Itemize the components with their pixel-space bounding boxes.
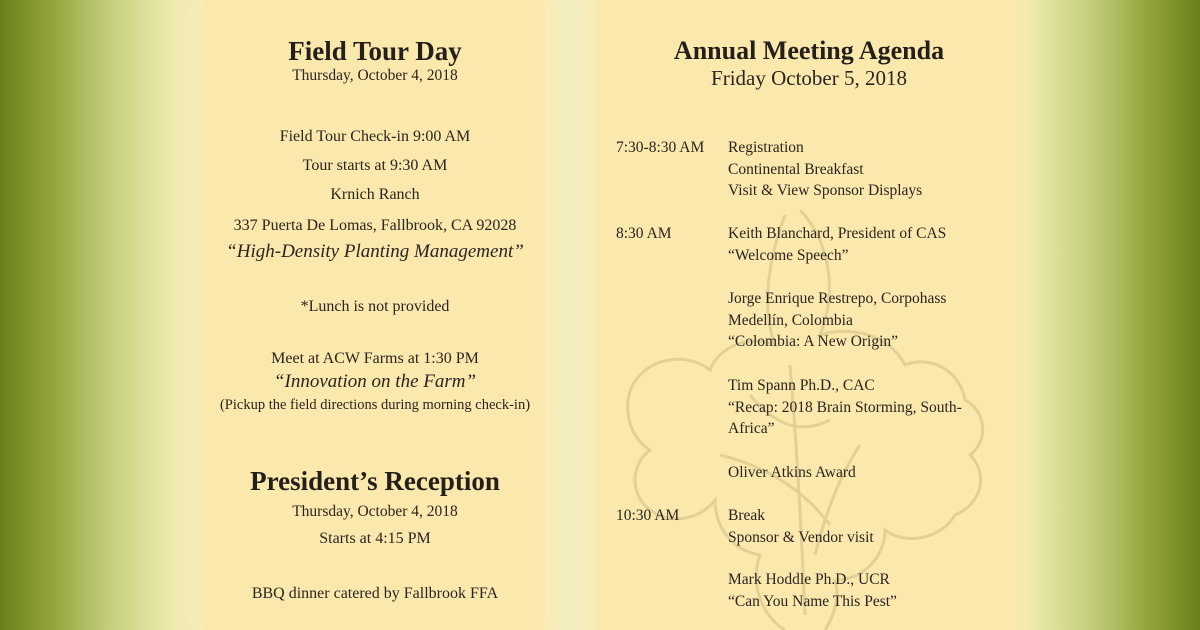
agenda-line: “Welcome Speech” <box>728 246 849 264</box>
agenda-line: “Colombia: A New Origin” <box>728 333 899 350</box>
lunch-note-block <box>200 292 550 321</box>
agenda-time: 7:30-8:30 AM <box>616 139 705 156</box>
reception-date: Thursday, October 4, 2018 <box>292 503 458 520</box>
agenda-line: Tim Spann Ph.D., CAC <box>728 377 875 394</box>
afternoon-block <box>200 344 550 416</box>
agenda-line: Break <box>728 507 766 524</box>
agenda-line: “Can You Name This Pest” <box>728 592 897 610</box>
field-tour-venue: Krnich Ranch <box>330 186 420 203</box>
agenda-item <box>728 505 988 548</box>
agenda-item <box>728 462 988 484</box>
agenda-line: Registration <box>728 139 804 156</box>
agenda-line: “Recap: 2018 Brain Storming, South- <box>728 398 962 416</box>
agenda-time: 10:30 AM <box>616 507 680 524</box>
agenda-line: Jorge Enrique Restrepo, Corpohass <box>728 290 947 307</box>
agenda-line: Mark Hoddle Ph.D., UCR <box>728 571 890 588</box>
agenda-line: Africa” <box>728 420 775 437</box>
agenda-item <box>728 375 988 440</box>
field-tour-section <box>200 36 550 86</box>
directions-note: (Pickup the field directions during morning check-in) <box>219 397 531 413</box>
field-tour-checkin: Field Tour Check-in 9:00 AM <box>279 128 471 145</box>
agenda-time: 8:30 AM <box>616 225 672 242</box>
meet-location: Meet at ACW Farms at 1:30 PM <box>271 350 479 367</box>
agenda-header <box>598 36 1020 90</box>
agenda-line: Medellín, Colombia <box>728 311 853 329</box>
field-tour-start: Tour starts at 9:30 AM <box>302 157 448 174</box>
reception-section <box>200 466 550 608</box>
agenda-item <box>728 223 988 266</box>
reception-start: Starts at 4:15 PM <box>319 530 431 547</box>
afternoon-topic: “Innovation on the Farm” <box>273 371 477 392</box>
agenda-line: Keith Blanchard, President of CAS <box>728 225 947 242</box>
lunch-note: *Lunch is not provided <box>300 298 450 315</box>
agenda-item <box>728 569 988 612</box>
agenda-date: Friday October 5, 2018 <box>711 66 907 90</box>
reception-title: President’s Reception <box>250 466 500 496</box>
agenda-line: Sponsor & Vendor visit <box>728 528 874 546</box>
field-tour-address: 337 Puerta De Lomas, Fallbrook, CA 92028 <box>233 217 517 234</box>
field-tour-title: Field Tour Day <box>288 36 462 66</box>
field-tour-date: Thursday, October 4, 2018 <box>292 67 458 84</box>
field-tour-details <box>200 122 550 264</box>
agenda-line: Oliver Atkins Award <box>728 464 856 481</box>
reception-dinner: BBQ dinner catered by Fallbrook FFA <box>251 585 499 602</box>
agenda-title: Annual Meeting Agenda <box>673 36 945 65</box>
agenda-item <box>728 288 988 353</box>
field-tour-topic: “High-Density Planting Management” <box>226 241 524 262</box>
agenda-line: Continental Breakfast <box>728 160 864 178</box>
agenda-line: Visit & View Sponsor Displays <box>728 182 923 199</box>
agenda-item <box>728 137 988 202</box>
